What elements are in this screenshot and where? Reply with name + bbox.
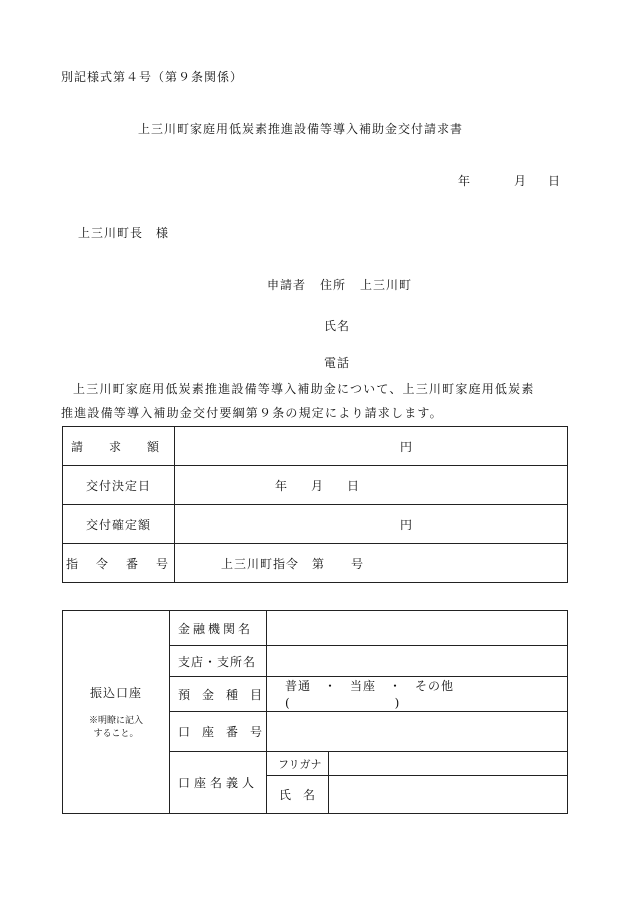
furigana-label: フリガナ bbox=[267, 752, 329, 776]
bank-transfer-table bbox=[62, 610, 568, 814]
applicant-label: 申請者 bbox=[267, 278, 307, 292]
account-number-label: 口 座 番 号 bbox=[170, 712, 267, 752]
decision-date-field[interactable]: 年 月 日 bbox=[175, 466, 568, 505]
statement-line-2: 推進設備等導入補助金交付要綱第９条の規定により請求します。 bbox=[61, 406, 443, 420]
address-value: 上三川町 bbox=[360, 278, 413, 292]
form-reference: 別記様式第４号（第９条関係） bbox=[61, 70, 244, 84]
directive-number-field[interactable]: 上三川町指令 第 号 bbox=[175, 544, 568, 583]
document-title: 上三川町家庭用低炭素推進設備等導入補助金交付請求書 bbox=[138, 122, 464, 136]
date-year: 年 bbox=[458, 174, 471, 188]
account-holder-label: 口座名義人 bbox=[170, 752, 267, 814]
table-row bbox=[63, 466, 568, 505]
deposit-type-options[interactable]: 普通 ・ 当座 ・ その他( ) bbox=[267, 677, 568, 712]
transfer-account-label: 振込口座 ※明瞭に記入 すること。 bbox=[63, 611, 170, 814]
directive-number-label: 指 令 番 号 bbox=[63, 544, 175, 583]
submission-date bbox=[458, 172, 560, 189]
branch-name-label: 支店・支所名 bbox=[170, 646, 267, 677]
address-label: 住所 bbox=[320, 278, 347, 292]
furigana-field[interactable] bbox=[329, 752, 568, 776]
holder-name-label: 氏 名 bbox=[267, 776, 329, 814]
request-details-table bbox=[62, 426, 568, 583]
addressee: 上三川町長 様 bbox=[78, 226, 170, 240]
applicant-phone-label: 電話 bbox=[324, 356, 351, 370]
account-number-field[interactable] bbox=[267, 712, 568, 752]
date-day: 日 bbox=[548, 174, 561, 188]
applicant-name-label: 氏名 bbox=[324, 319, 351, 333]
requested-amount-field[interactable]: 円 bbox=[175, 427, 568, 466]
table-row bbox=[63, 544, 568, 583]
confirmed-amount-label: 交付確定額 bbox=[63, 505, 175, 544]
date-month: 月 bbox=[514, 174, 527, 188]
holder-name-field[interactable] bbox=[329, 776, 568, 814]
decision-date-label: 交付決定日 bbox=[63, 466, 175, 505]
branch-name-field[interactable] bbox=[267, 646, 568, 677]
statement-line-1: 上三川町家庭用低炭素推進設備等導入補助金について、上三川町家庭用低炭素 bbox=[73, 382, 535, 396]
bank-name-label: 金融機関名 bbox=[170, 611, 267, 646]
table-row bbox=[63, 427, 568, 466]
confirmed-amount-field[interactable]: 円 bbox=[175, 505, 568, 544]
note-text: ※明瞭に記入 すること。 bbox=[88, 715, 143, 739]
applicant-address-row bbox=[267, 276, 412, 293]
requested-amount-label: 請 求 額 bbox=[63, 427, 175, 466]
bank-name-field[interactable] bbox=[267, 611, 568, 646]
request-statement bbox=[61, 377, 567, 425]
table-row bbox=[63, 505, 568, 544]
table-row bbox=[63, 611, 568, 646]
deposit-type-label: 預 金 種 目 bbox=[170, 677, 267, 712]
